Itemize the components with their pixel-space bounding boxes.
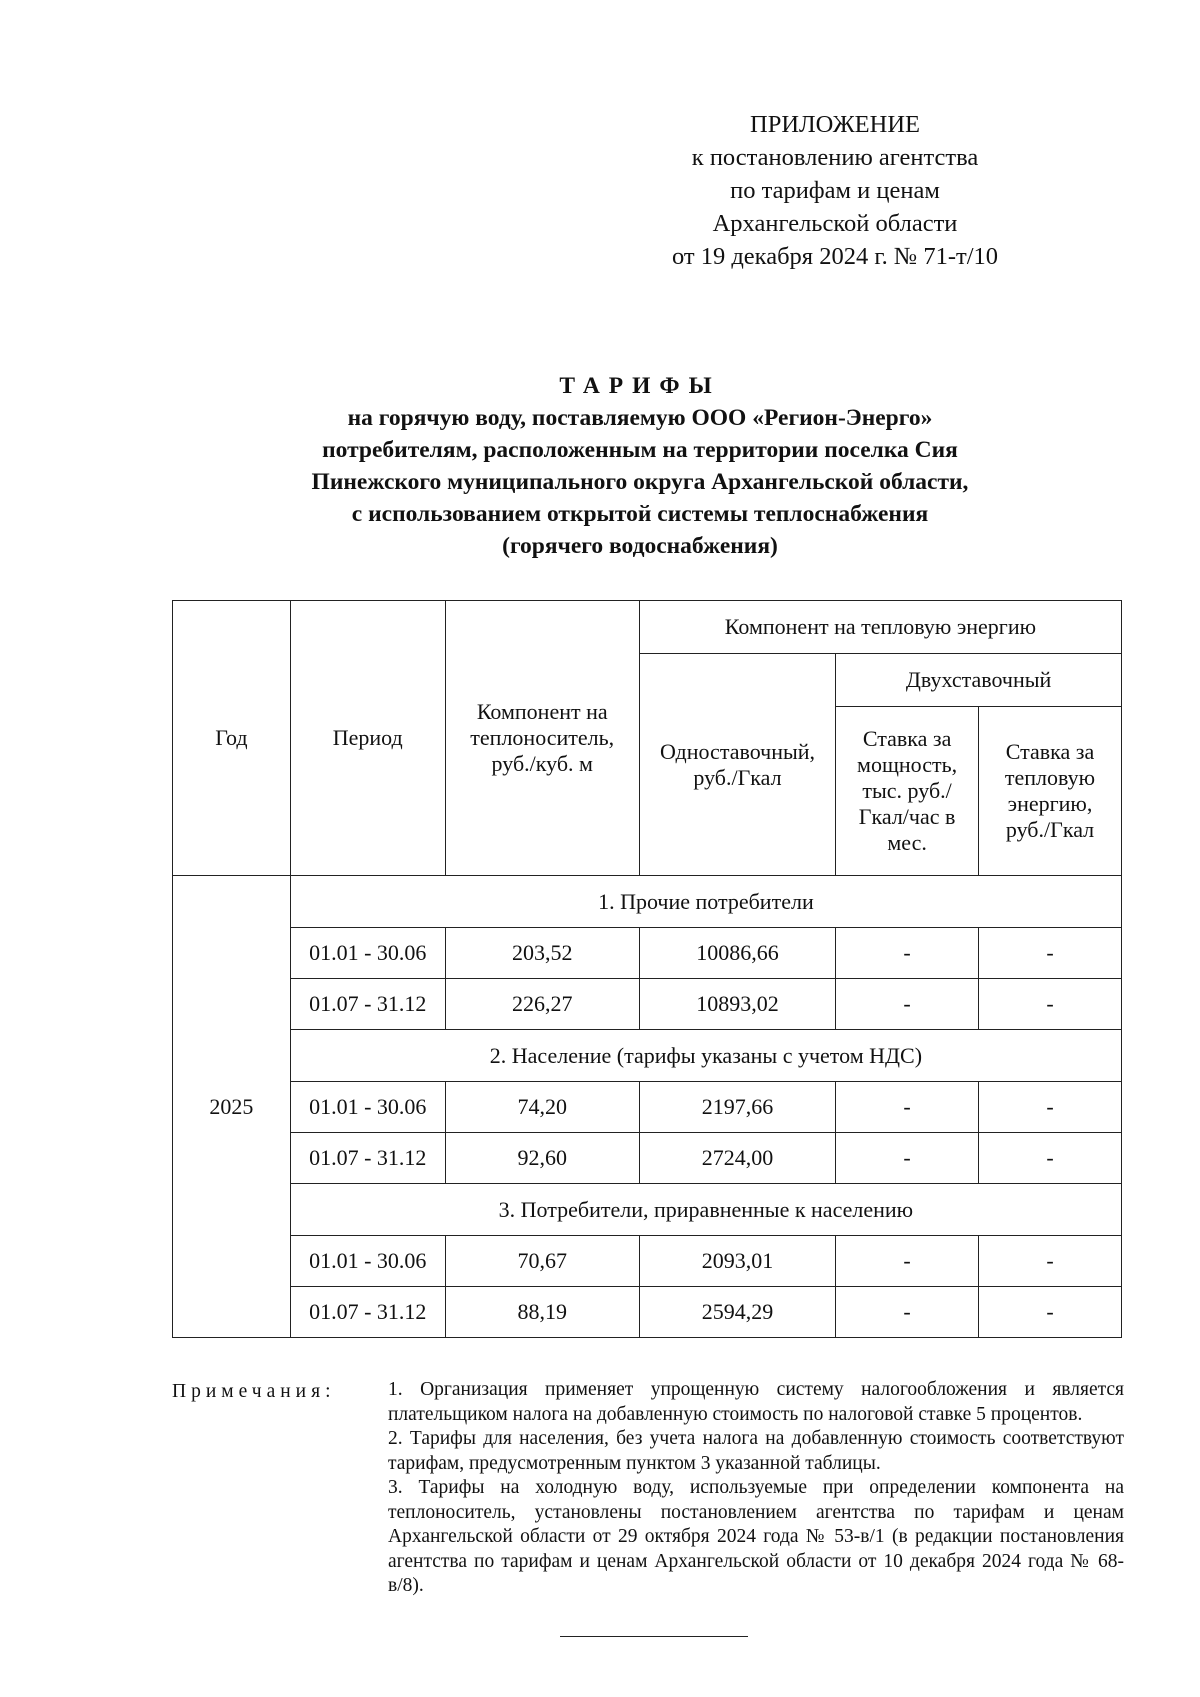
period-cell: 01.07 - 31.12: [290, 1287, 445, 1338]
section-title: 2. Население (тарифы указаны с учетом НДС): [290, 1030, 1121, 1082]
year-cell: 2025: [173, 876, 291, 1338]
capacity-cell: -: [836, 1287, 979, 1338]
section-title: 1. Прочие потребители: [290, 876, 1121, 928]
energy-cell: -: [979, 1082, 1122, 1133]
energy-cell: -: [979, 1236, 1122, 1287]
appendix-line: к постановлению агентства: [691, 144, 979, 171]
header-thermal: Компонент на тепловую энергию: [639, 601, 1121, 654]
single-rate-cell: 10086,66: [639, 928, 835, 979]
energy-cell: -: [979, 1287, 1122, 1338]
energy-cell: -: [979, 1133, 1122, 1184]
carrier-cell: 203,52: [445, 928, 639, 979]
appendix-title: ПРИЛОЖЕНИЕ: [750, 111, 920, 138]
table-row: [173, 1133, 1122, 1184]
title-main: ТАРИФЫ: [559, 373, 721, 399]
capacity-cell: -: [836, 1236, 979, 1287]
single-rate-cell: 10893,02: [639, 979, 835, 1030]
appendix-line: Архангельской области: [712, 210, 958, 237]
header-year: Год: [173, 601, 291, 876]
section-title: 3. Потребители, приравненные к населению: [290, 1184, 1121, 1236]
table-row: [173, 1287, 1122, 1338]
appendix-date: от 19 декабря 2024 г. № 71-т/10: [671, 243, 999, 270]
notes-label: Примечания:: [172, 1381, 336, 1402]
title-line: с использованием открытой системы теплоснабжения: [351, 501, 929, 527]
table-row: [173, 1236, 1122, 1287]
appendix-header: [600, 108, 1070, 273]
capacity-cell: -: [836, 1082, 979, 1133]
single-rate-cell: 2093,01: [639, 1236, 835, 1287]
header-energy-rate: Ставка за тепловую энергию, руб./Гкал: [979, 707, 1122, 876]
note-item: 1. Организация применяет упрощенную систему налогообложения и является плательщиком налога на добавленную стоимость по налоговой ставке 5 процентов.: [388, 1379, 1124, 1425]
appendix-line: по тарифам и ценам: [730, 177, 940, 204]
header-carrier: Компонент на теплоноситель, руб./куб. м: [445, 601, 639, 876]
title-line: Пинежского муниципального округа Архангельской области,: [311, 469, 969, 495]
carrier-cell: 88,19: [445, 1287, 639, 1338]
carrier-cell: 70,67: [445, 1236, 639, 1287]
tariff-table: [172, 600, 1122, 1338]
header-period: Период: [290, 601, 445, 876]
title-line: (горячего водоснабжения): [502, 533, 778, 559]
period-cell: 01.07 - 31.12: [290, 1133, 445, 1184]
single-rate-cell: 2594,29: [639, 1287, 835, 1338]
document-title: [160, 370, 1120, 562]
note-item: 3. Тарифы на холодную воду, используемые при определении компонента на теплоноситель, установлены постановлением агентства по тарифам и ценам Архангельской области от 29 октября 2024 года № 53-в/1 (в редакции постановления агентства по тарифам и ценам Архангельской области от 10 декабря 2024 года № 68-в/8).: [388, 1477, 1124, 1596]
table-row: [173, 1082, 1122, 1133]
header-single-rate: Одноставочный, руб./Гкал: [639, 654, 835, 876]
energy-cell: -: [979, 928, 1122, 979]
single-rate-cell: 2197,66: [639, 1082, 835, 1133]
capacity-cell: -: [836, 1133, 979, 1184]
capacity-cell: -: [836, 928, 979, 979]
single-rate-cell: 2724,00: [639, 1133, 835, 1184]
period-cell: 01.01 - 30.06: [290, 928, 445, 979]
period-cell: 01.07 - 31.12: [290, 979, 445, 1030]
carrier-cell: 226,27: [445, 979, 639, 1030]
header-two-part: Двухставочный: [836, 654, 1122, 707]
notes: [388, 1378, 1124, 1599]
energy-cell: -: [979, 979, 1122, 1030]
note-item: 2. Тарифы для населения, без учета налога на добавленную стоимость соответствуют тарифам, предусмотренным пунктом 3 указанной таблицы.: [388, 1428, 1124, 1474]
table-row: [173, 928, 1122, 979]
carrier-cell: 74,20: [445, 1082, 639, 1133]
table-row: [173, 979, 1122, 1030]
period-cell: 01.01 - 30.06: [290, 1236, 445, 1287]
carrier-cell: 92,60: [445, 1133, 639, 1184]
period-cell: 01.01 - 30.06: [290, 1082, 445, 1133]
header-capacity-rate: Ставка за мощность, тыс. руб./ Гкал/час в мес.: [836, 707, 979, 876]
capacity-cell: -: [836, 979, 979, 1030]
title-line: на горячую воду, поставляемую ООО «Регион-Энерго»: [347, 405, 933, 431]
title-line: потребителям, расположенным на территории поселка Сия: [322, 437, 958, 463]
separator-line: [560, 1636, 748, 1637]
